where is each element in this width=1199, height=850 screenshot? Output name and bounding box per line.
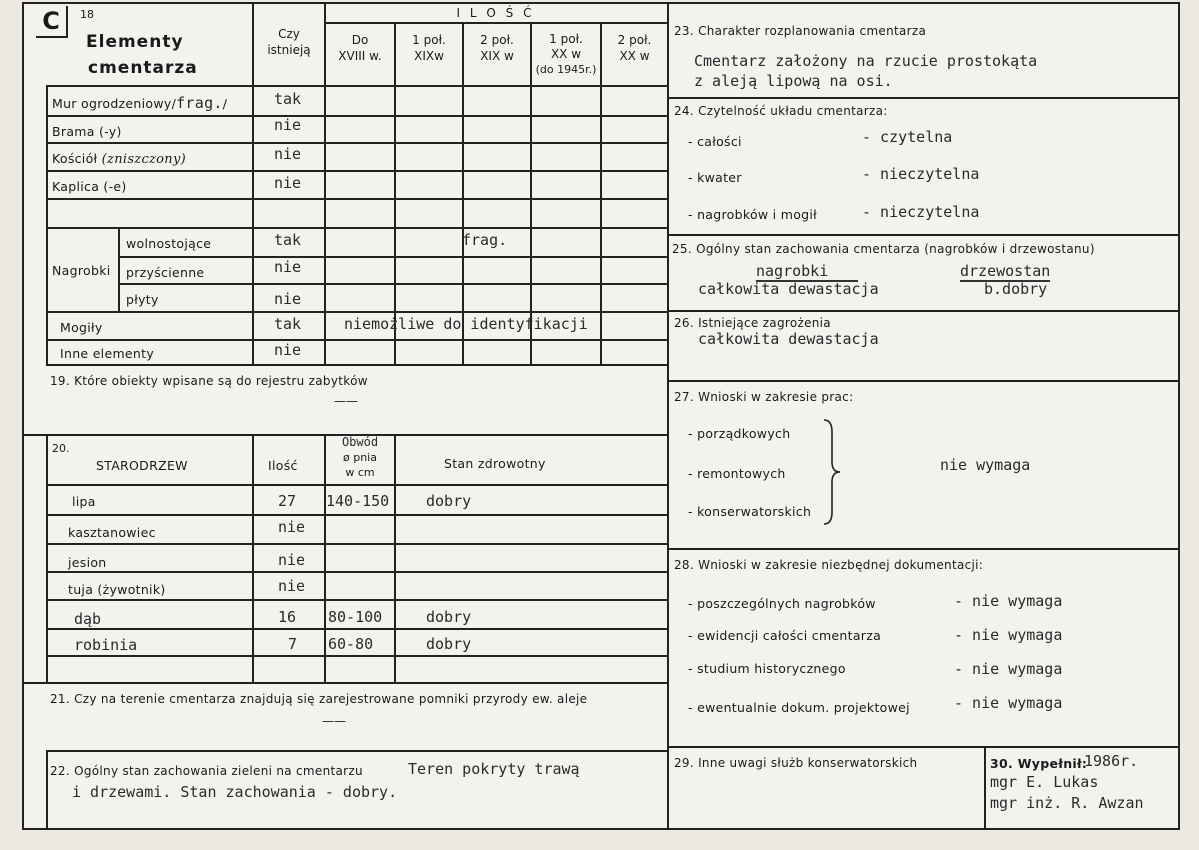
tree-name: robinia <box>74 636 138 654</box>
graves-free-note: frag. <box>462 231 508 249</box>
tree-count: 7 <box>288 635 298 653</box>
brace-icon <box>820 418 842 526</box>
q22-answer-line2: i drzewami. Stan zachowania - dobry. <box>72 783 398 801</box>
tree-girth: 140-150 <box>326 492 390 510</box>
frame-left <box>22 2 24 830</box>
q19-label: 19. Które obiekty wpisane są do rejestru zabytków <box>50 374 368 388</box>
q28-item-value: - nie wymaga <box>954 660 1063 678</box>
q25-label: 25. Ogólny stan zachowania cmentarza (nagrobków i drzewostanu) <box>672 242 1095 256</box>
q24-item-value: - nieczytelna <box>862 165 980 183</box>
row-church-value: nie <box>274 145 302 163</box>
q25-col2-value: b.dobry <box>984 280 1048 298</box>
tree-name: lipa <box>72 494 96 509</box>
q24-item-label: - całości <box>688 134 742 149</box>
header-period-5: 2 poł. XX w <box>617 33 652 63</box>
graves-plates-label: płyty <box>126 292 159 307</box>
q28-item-label: - studium historycznego <box>688 661 846 676</box>
tree-count: 16 <box>278 608 297 626</box>
q21-answer: —— <box>322 714 346 728</box>
tree-health: dobry <box>426 608 472 626</box>
graves-free-label: wolnostojące <box>126 236 212 251</box>
q29-label: 29. Inne uwagi służb konserwatorskich <box>674 756 918 770</box>
card-title-line2: cmentarza <box>88 58 198 78</box>
tree-health: dobry <box>426 635 472 653</box>
other-label: Inne elementy <box>60 346 155 361</box>
header-period-4: 1 poł. XX w (do 1945r.) <box>535 32 597 76</box>
q24-label: 24. Czytelność układu cmentarza: <box>674 104 888 118</box>
card-number: 18 <box>80 8 94 21</box>
tree-count: nie <box>278 518 306 536</box>
tree-name: tuja (żywotnik) <box>68 582 166 597</box>
graves-plates-value: nie <box>274 290 302 308</box>
card-letter: C <box>36 6 68 38</box>
row-gate-value: nie <box>274 116 302 134</box>
q27-item: - remontowych <box>688 466 786 481</box>
q30-person2: mgr inż. R. Awzan <box>990 794 1144 812</box>
q27-answer: nie wymaga <box>940 456 1031 474</box>
q30-person1: mgr E. Lukas <box>990 773 1099 791</box>
tree-name: kasztanowiec <box>68 525 156 540</box>
q28-item-label: - ewentualnie dokum. projektowej <box>688 700 910 715</box>
row-chapel-label: Kaplica (-e) <box>52 179 127 194</box>
tombs-value: tak <box>274 315 302 333</box>
row-church-label: Kościół (zniszczony) <box>52 151 186 167</box>
row-gate-label: Brama (-y) <box>52 124 122 139</box>
header-exists: Czy istnieją <box>267 27 311 57</box>
column-divider <box>667 2 669 830</box>
tree-count: 27 <box>278 492 297 510</box>
q24-item-label: - nagrobków i mogił <box>688 207 818 222</box>
graves-free-value: tak <box>274 231 302 249</box>
tree-health: dobry <box>426 492 472 510</box>
trees-number: 20. <box>52 442 70 455</box>
q25-col2-head: drzewostan <box>960 262 1051 280</box>
tombs-label: Mogiły <box>60 320 103 335</box>
q27-item: - porządkowych <box>688 426 791 441</box>
q22-label: 22. Ogólny stan zachowania zieleni na cmentarzu <box>50 764 363 778</box>
header-period-1: Do XVIII w. <box>338 33 382 63</box>
q22-answer-line1: Teren pokryty trawą <box>408 760 580 778</box>
q23-label: 23. Charakter rozplanowania cmentarza <box>674 24 927 38</box>
tree-girth: 80-100 <box>328 608 383 626</box>
header-period-3: 2 poł. XIX w <box>480 33 514 63</box>
tree-girth: 60-80 <box>328 635 374 653</box>
q28-item-label: - poszczególnych nagrobków <box>688 596 876 611</box>
tree-name: jesion <box>68 555 107 570</box>
q28-item-value: - nie wymaga <box>954 592 1063 610</box>
q24-item-value: - czytelna <box>862 128 953 146</box>
header-quantity: I L O Ś Ć <box>456 6 535 20</box>
other-value: nie <box>274 341 302 359</box>
q28-item-label: - ewidencji całości cmentarza <box>688 628 882 643</box>
q25-col1-value: całkowita dewastacja <box>698 280 879 298</box>
q19-answer: —— <box>334 394 358 408</box>
church-handwritten-note: (zniszczony) <box>101 152 186 167</box>
trees-header-count: Ilość <box>268 458 298 473</box>
q23-answer-line1: Cmentarz założony na rzucie prostokąta <box>694 52 1038 70</box>
q28-item-value: - nie wymaga <box>954 694 1063 712</box>
trees-header-health: Stan zdrowotny <box>444 456 546 471</box>
q24-item-label: - kwater <box>688 170 742 185</box>
q26-label: 26. Istniejące zagrożenia <box>674 316 831 330</box>
tree-count: nie <box>278 551 306 569</box>
frame-top <box>22 2 1180 4</box>
q27-label: 27. Wnioski w zakresie prac: <box>674 390 854 404</box>
q23-answer-line2: z aleją lipową na osi. <box>694 72 893 90</box>
q25-col1-head: nagrobki <box>756 262 858 282</box>
trees-header-girth: Obwód ø pnia w cm <box>341 435 379 479</box>
header-period-2: 1 poł. XIXw <box>412 33 446 63</box>
row-chapel-value: nie <box>274 174 302 192</box>
graves-label: Nagrobki <box>52 263 111 278</box>
graves-wall-value: nie <box>274 258 302 276</box>
card-title-line1: Elementy <box>86 32 184 52</box>
q28-item-value: - nie wymaga <box>954 626 1063 644</box>
q30-label: 30. Wypełnił: <box>990 756 1088 771</box>
frame-right <box>1178 2 1180 830</box>
q26-answer: całkowita dewastacja <box>698 330 879 348</box>
trees-header-name: STARODRZEW <box>96 458 188 473</box>
graves-wall-label: przyścienne <box>126 265 205 280</box>
q28-label: 28. Wnioski w zakresie niezbędnej dokumentacji: <box>674 558 984 572</box>
q27-item: - konserwatorskich <box>688 504 812 519</box>
q30-year: 1986r. <box>1084 752 1139 770</box>
row-wall-value: tak <box>274 90 302 108</box>
tree-name: dąb <box>74 610 102 628</box>
q24-item-value: - nieczytelna <box>862 203 980 221</box>
tombs-note: niemożliwe do identyfikacji <box>344 315 588 333</box>
tree-count: nie <box>278 577 306 595</box>
row-wall-label: Mur ogrodzeniowy/frag./ <box>52 94 228 112</box>
q21-label: 21. Czy na terenie cmentarza znajdują się zarejestrowane pomniki przyrody ew. aleje <box>50 692 588 706</box>
frame-bottom <box>22 828 1180 830</box>
record-card <box>22 2 1180 830</box>
